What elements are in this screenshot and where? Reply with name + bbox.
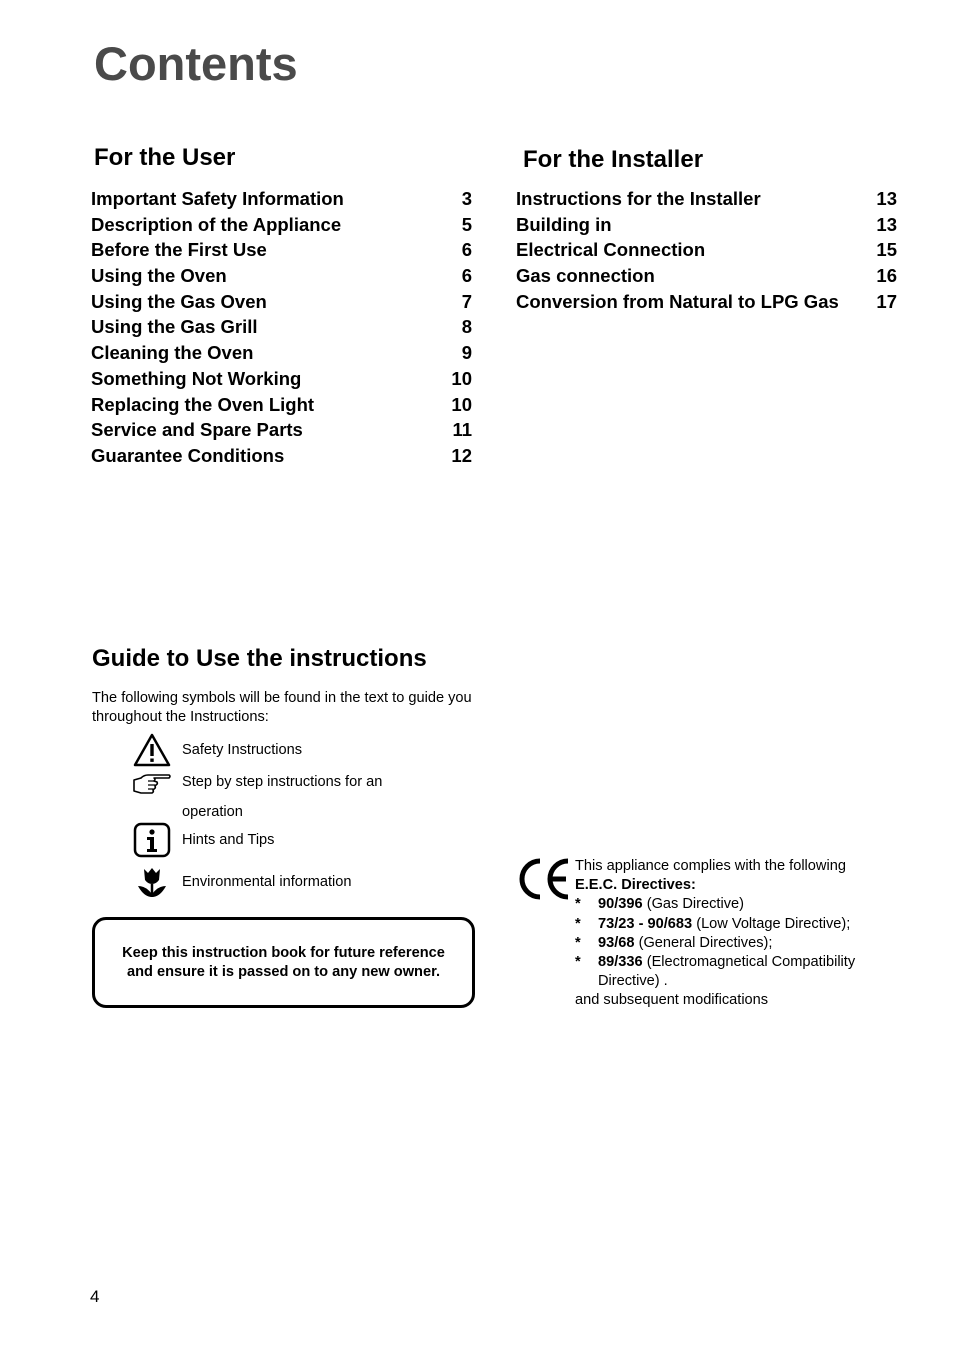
toc-entry-label: Using the Gas Oven [91, 290, 267, 312]
toc-entry[interactable] [91, 394, 472, 420]
directive-desc: (Electromagnetical Compatibility Directive) . [598, 954, 856, 990]
symbol-label: Step by step instructions for an [182, 774, 383, 790]
toc-entry-page: 6 [461, 265, 472, 287]
notice-line: and ensure it is passed on to any new owner. [126, 963, 441, 980]
page-number: 4 [90, 1287, 100, 1306]
toc-entry-label: Using the Oven [91, 265, 227, 287]
symbol-label-continued: operation [182, 804, 243, 820]
toc-entry-label: Before the First Use [91, 239, 267, 261]
symbol-label: Safety Instructions [182, 742, 303, 758]
user-toc-list [91, 188, 472, 471]
symbol-label: Hints and Tips [182, 832, 275, 848]
directive-marker: * [575, 934, 581, 951]
directive-code: 93/68 [598, 934, 635, 951]
environment-flower-icon [132, 864, 172, 900]
guide-intro: The following symbols will be found in the text to guide you throughout the Instructions: [92, 690, 472, 725]
toc-entry-label: Electrical Connection [516, 239, 706, 261]
symbol-row-steps [132, 766, 383, 820]
toc-entry-page: 13 [876, 213, 897, 235]
symbol-row-hints [132, 822, 275, 858]
compliance-intro: This appliance complies with the following [575, 858, 846, 874]
toc-entry-label: Conversion from Natural to LPG Gas [516, 290, 839, 312]
toc-entry[interactable] [516, 188, 897, 214]
toc-entry[interactable] [91, 368, 472, 394]
toc-entry-label: Service and Spare Parts [91, 419, 303, 441]
toc-entry[interactable] [516, 265, 897, 291]
directive-marker: * [575, 915, 581, 932]
symbol-row-safety [132, 732, 303, 768]
directive-code: 89/336 [598, 954, 643, 971]
toc-entry-page: 12 [451, 444, 472, 466]
toc-entry-label: Description of the Appliance [91, 213, 342, 235]
toc-entry[interactable] [91, 239, 472, 265]
directive-item [575, 934, 905, 953]
directive-desc: (Gas Directive) [646, 896, 745, 913]
toc-entry-label: Important Safety Information [91, 188, 344, 209]
toc-entry[interactable] [91, 214, 472, 240]
toc-entry-page: 10 [451, 393, 472, 415]
compliance-text [575, 857, 905, 1011]
warning-triangle-icon [132, 732, 172, 768]
page-title: Contents [94, 37, 298, 90]
toc-entry-page: 9 [461, 342, 472, 364]
toc-entry[interactable] [91, 316, 472, 342]
guide-heading: Guide to Use the instructions [92, 645, 427, 672]
toc-entry[interactable] [91, 265, 472, 291]
toc-entry-page: 16 [876, 265, 897, 287]
toc-entry[interactable] [91, 445, 472, 471]
toc-entry-page: 11 [452, 419, 472, 441]
toc-entry-label: Something Not Working [91, 367, 302, 389]
directive-item [575, 953, 905, 991]
toc-entry-label: Cleaning the Oven [91, 342, 254, 364]
directive-item [575, 895, 905, 914]
ce-mark-icon [516, 856, 572, 902]
toc-entry[interactable] [91, 188, 472, 214]
pointing-hand-icon [132, 766, 172, 802]
directives-heading: E.E.C. Directives: [575, 877, 696, 894]
directive-item [575, 915, 905, 934]
toc-entry-label: Gas connection [516, 265, 655, 287]
toc-entry-label: Building in [516, 213, 612, 235]
compliance-footer: and subsequent modifications [575, 992, 769, 1009]
toc-entry-label: Guarantee Conditions [91, 444, 285, 466]
directive-desc: (General Directives); [638, 934, 773, 951]
directive-desc: (Low Voltage Directive); [696, 915, 851, 932]
toc-entry-page: 7 [461, 290, 472, 312]
directive-marker: * [575, 954, 581, 971]
toc-entry[interactable] [516, 214, 897, 240]
toc-entry-page: 17 [876, 290, 897, 312]
toc-entry-label: Replacing the Oven Light [91, 393, 315, 415]
keep-book-notice [92, 917, 475, 1008]
directive-code: 73/23 - 90/683 [598, 915, 693, 932]
info-icon [132, 822, 172, 858]
installer-toc-list [516, 188, 897, 316]
user-section-heading: For the User [94, 144, 236, 171]
symbol-row-environment [132, 864, 352, 900]
symbol-label: Environmental information [182, 874, 352, 890]
toc-entry-page: 5 [461, 213, 472, 235]
toc-entry[interactable] [91, 291, 472, 317]
toc-entry-page: 10 [451, 367, 472, 389]
toc-entry-label: Instructions for the Installer [516, 188, 761, 209]
directive-code: 90/396 [598, 896, 643, 913]
notice-line: Keep this instruction book for future reference [122, 944, 445, 961]
toc-entry-page: 3 [461, 188, 472, 209]
toc-entry-label: Using the Gas Grill [91, 316, 258, 338]
installer-section-heading: For the Installer [523, 146, 704, 173]
toc-entry-page: 8 [461, 316, 472, 338]
toc-entry-page: 15 [876, 239, 897, 261]
toc-entry-page: 6 [461, 239, 472, 261]
toc-entry-page: 13 [876, 188, 897, 209]
toc-entry[interactable] [516, 239, 897, 265]
toc-entry[interactable] [516, 291, 897, 317]
toc-entry[interactable] [91, 342, 472, 368]
toc-entry[interactable] [91, 419, 472, 445]
directive-marker: * [575, 896, 581, 913]
